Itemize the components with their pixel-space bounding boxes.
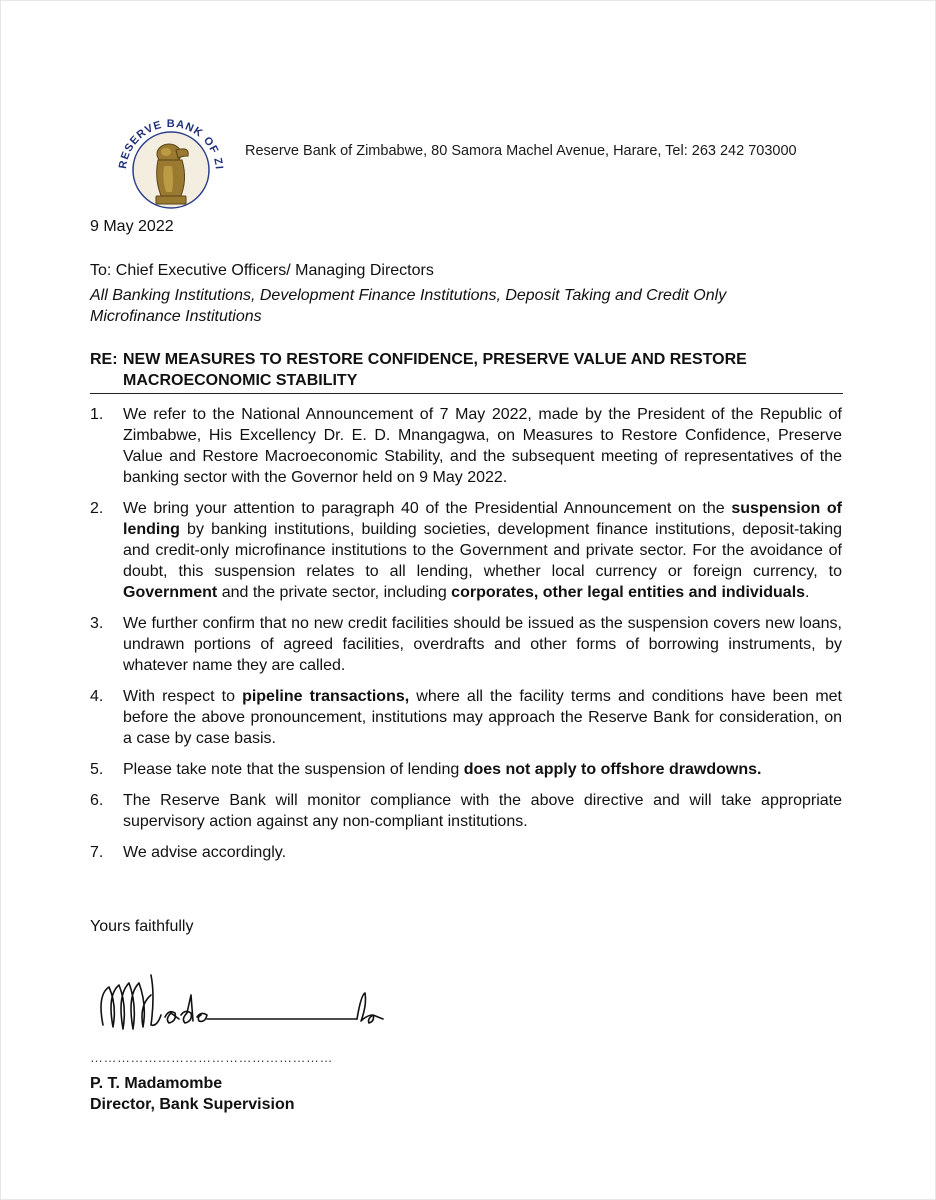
paragraph-number: 1. <box>90 406 104 423</box>
signatory-block <box>90 1073 295 1115</box>
signatory-title: Director, Bank Supervision <box>90 1096 295 1113</box>
paragraph-number: 6. <box>90 792 104 809</box>
numbered-paragraphs <box>90 404 842 873</box>
paragraph-text: by banking institutions, building societies, development finance institutions, deposit-taking and credit-only microfinance institutions to the Government and private sector. For the avoidance of doubt, this suspension relates to all lending, whether local currency or foreign currency, to <box>123 521 842 580</box>
paragraph-text: We advise accordingly. <box>123 844 287 861</box>
paragraph-3 <box>90 613 842 676</box>
paragraph-number: 7. <box>90 844 104 861</box>
paragraph-number: 2. <box>90 500 104 517</box>
addressee-line: To: Chief Executive Officers/ Managing Directors <box>90 262 434 279</box>
paragraph-4 <box>90 686 842 749</box>
signatory-name: P. T. Madamombe <box>90 1075 223 1092</box>
reserve-bank-seal-logo <box>106 100 236 230</box>
subject-underline <box>90 393 843 394</box>
subject-text: NEW MEASURES TO RESTORE CONFIDENCE, PRESERVE VALUE AND RESTORE MACROECONOMIC STABILITY <box>123 351 747 389</box>
recipients-line-2: Microfinance Institutions <box>90 308 262 325</box>
paragraph-7 <box>90 842 842 863</box>
paragraph-text: We further confirm that no new credit facilities should be issued as the suspension covers new loans, undrawn portions of agreed facilities, overdrafts and other forms of borrowing instruments, by whatever name they are called. <box>123 615 842 674</box>
paragraph-text: where all the facility terms and conditions have been met before the above pronouncement, institutions may approach the Reserve Bank for consideration, on a case by case basis. <box>123 688 842 747</box>
paragraph-text: We bring your attention to paragraph 40 of the Presidential Announcement on the <box>123 500 732 517</box>
emphasis-offshore-drawdowns: does not apply to offshore drawdowns. <box>463 761 762 778</box>
paragraph-number: 3. <box>90 615 104 632</box>
paragraph-1 <box>90 404 842 488</box>
emphasis-pipeline-transactions: pipeline transactions, <box>242 688 410 705</box>
paragraph-text: The Reserve Bank will monitor compliance with the above directive and will take appropriate supervisory action against any non-compliant institutions. <box>123 792 842 830</box>
emphasis-suspension-of-lending: suspension of lending <box>123 500 843 538</box>
paragraph-text: and the private sector, including <box>217 584 452 601</box>
paragraph-text: With respect to <box>123 688 243 705</box>
subject-prefix: RE: <box>90 351 118 368</box>
recipients-line-1: All Banking Institutions, Development Finance Institutions, Deposit Taking and Credit Only <box>90 287 727 304</box>
letterhead-address: Reserve Bank of Zimbabwe, 80 Samora Machel Avenue, Harare, Tel: 263 242 703000 <box>245 143 797 159</box>
seal-icon <box>106 100 236 230</box>
subject-heading <box>90 349 845 391</box>
paragraph-5 <box>90 759 842 780</box>
signature-icon <box>95 965 395 1045</box>
paragraph-number: 5. <box>90 761 104 778</box>
paragraph-2 <box>90 498 842 603</box>
paragraph-text: . <box>805 584 810 601</box>
signature-line: ……………………………………………… <box>90 1050 333 1065</box>
paragraph-text: Please take note that the suspension of lending <box>123 761 464 778</box>
closing-salutation: Yours faithfully <box>90 918 194 935</box>
emphasis-corporates: corporates, other legal entities and individuals <box>451 584 806 601</box>
paragraph-number: 4. <box>90 688 104 705</box>
letter-date: 9 May 2022 <box>90 218 174 235</box>
emphasis-government: Government <box>123 584 218 601</box>
paragraph-6 <box>90 790 842 832</box>
recipients <box>90 285 860 327</box>
seal-lettering: RESERVE BANK OF ZI <box>116 117 225 171</box>
handwritten-signature <box>95 965 395 1045</box>
paragraph-text: We refer to the National Announcement of 7 May 2022, made by the President of the Republic of Zimbabwe, His Excellency Dr. E. D. Mnangagwa, on Measures to Restore Confidence, Preserve Value and Restore Macroeconomic Stability, and the subsequent meeting of representatives of the banking sector with the Governor held on 9 May 2022. <box>123 406 842 486</box>
